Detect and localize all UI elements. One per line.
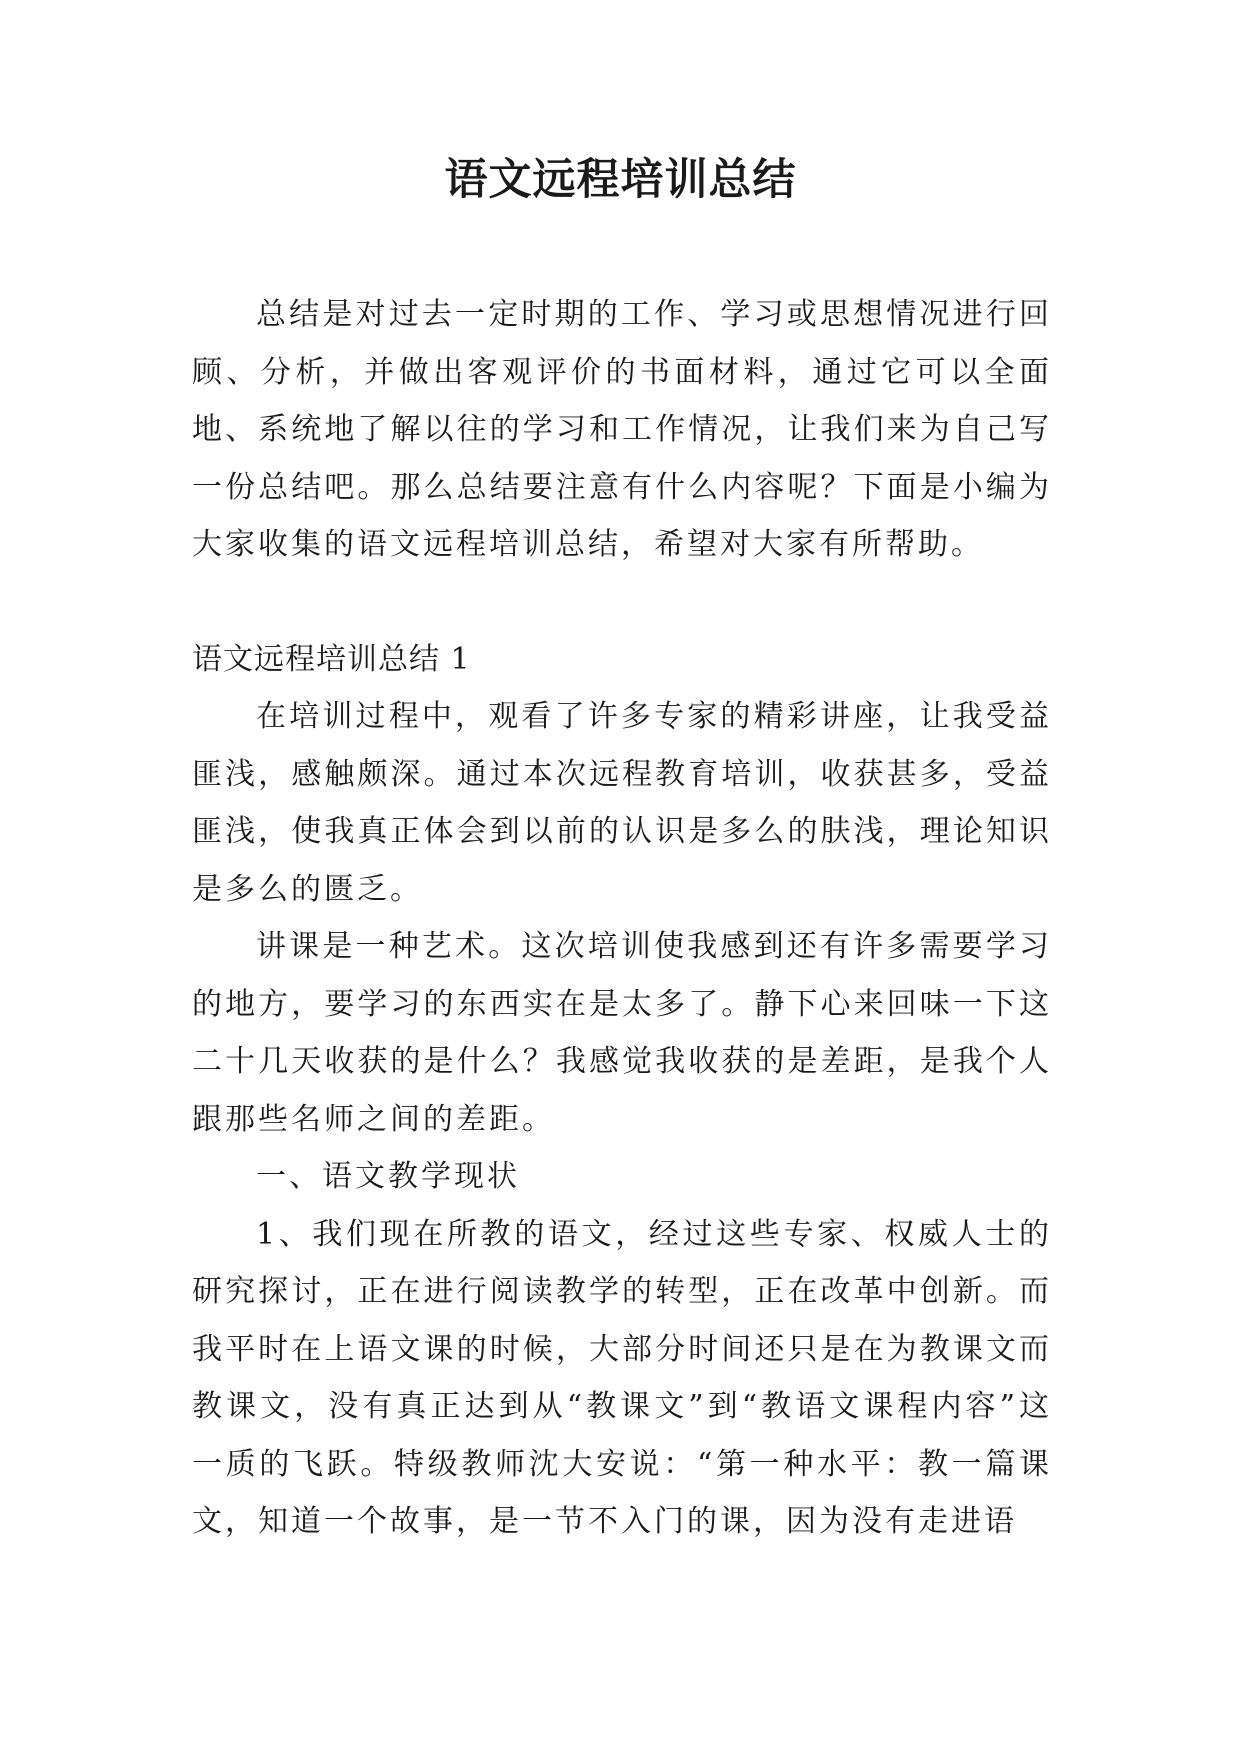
subsection-heading: 一、语文教学现状 xyxy=(256,1159,520,1194)
document-body xyxy=(192,286,1052,1551)
body-paragraph: 在培训过程中，观看了许多专家的精彩讲座，让我受益匪浅，感触颇深。通过本次远程教育培训，收获甚多，受益匪浅，使我真正体会到以前的认识是多么的肤浅，理论知识是多么的匮乏。 xyxy=(192,699,1052,907)
document-title: 语文远程培训总结 xyxy=(444,155,797,205)
section-heading: 语文远程培训总结 1 xyxy=(192,641,471,677)
body-paragraph: 1、我们现在所教的语文，经过这些专家、权威人士的研究探讨，正在进行阅读教学的转型，正在改革中创新。而我平时在上语文课的时候，大部分时间还只是在为教课文而教课文，没有真正达到从“教课文”到“教语文课程内容”这一质的飞跃。特级教师沈大安说：“第一种水平：教一篇课文，知道一个故事，是一节不入门的课，因为没有走进语 xyxy=(192,1216,1052,1539)
body-paragraph: 讲课是一种艺术。这次培训使我感到还有许多需要学习的地方，要学习的东西实在是太多了。静下心来回味一下这二十几天收获的是什么？我感觉我收获的是差距，是我个人跟那些名师之间的差距。 xyxy=(192,929,1052,1137)
intro-paragraph: 总结是对过去一定时期的工作、学习或思想情况进行回顾、分析，并做出客观评价的书面材料，通过它可以全面地、系统地了解以往的学习和工作情况，让我们来为自己写一份总结吧。那么总结要注意有什么内容呢？下面是小编为大家收集的语文远程培训总结，希望对大家有所帮助。 xyxy=(192,297,1052,562)
